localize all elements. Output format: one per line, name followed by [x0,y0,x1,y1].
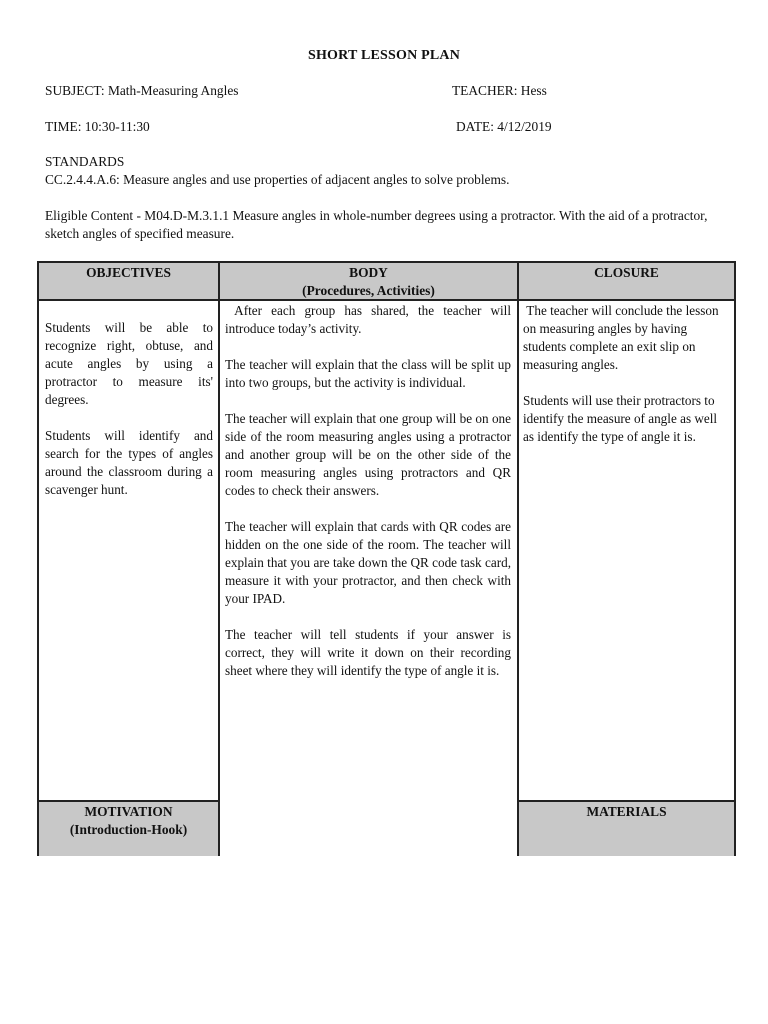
body-paragraph: The teacher will explain that one group will be on one side of the room measuring angles using a protractor and another group will be on the other side of the room measuring angles using protractors and QR codes to check their answers. [225,411,511,498]
motivation-header-sublabel: (Introduction-Hook) [69,822,188,837]
body-header-sublabel: (Procedures, Activities) [302,283,435,298]
time-line: TIME: 10:30-11:30 [45,119,150,134]
closure-cell [523,302,731,464]
motivation-header [39,802,218,856]
objectives-cell [45,319,213,517]
objective-item: Students will be able to recognize right, obtuse, and acute angles by using a protractor to measure its' degrees. [45,320,213,407]
motivation-row-divider [39,800,218,802]
motivation-header-label: MOTIVATION [84,804,173,819]
date-line: DATE: 4/12/2019 [456,119,552,134]
column-divider-right [517,263,519,856]
materials-row-divider [519,800,734,802]
materials-header-label: MATERIALS [586,804,667,819]
body-paragraph: The teacher will tell students if your answer is correct, they will write it down on their recording sheet where they will identify the type of angle it is. [225,627,511,678]
body-paragraph: The teacher will explain that cards with QR codes are hidden on the one side of the room. The teacher will explain that you are take down the QR code task card, measure it with your protractor, and then check with your IPAD. [225,519,511,606]
body-header-label: BODY [349,265,388,280]
body-paragraph: The teacher will explain that the class will be split up into two groups, but the activity is individual. [225,357,511,390]
closure-paragraph: The teacher will conclude the lesson on measuring angles by having students complete an exit slip on measuring angles. [523,303,722,372]
body-cell [225,302,515,698]
closure-header-label: CLOSURE [594,265,659,280]
eligible-content: Eligible Content - M04.D-M.3.1.1 Measure angles in whole-number degrees using a protractor. With the aid of a protractor, sketch angles of specified measure. [45,208,708,241]
closure-paragraph: Students will use their protractors to identify the measure of angle as well as identify the type of angle it is. [523,393,718,444]
objectives-header-label: OBJECTIVES [86,265,171,280]
body-header [220,263,517,299]
closure-header [519,263,734,299]
column-divider-left [218,263,220,856]
materials-header [519,802,734,856]
standards-text: CC.2.4.4.A.6: Measure angles and use properties of adjacent angles to solve problems. [45,172,510,187]
document-title: SHORT LESSON PLAN [307,48,461,63]
objective-item: Students will identify and search for the types of angles around the classroom during a scavenger hunt. [45,428,213,497]
lesson-plan-table [37,261,736,856]
teacher-line: TEACHER: Hess [452,83,547,98]
standards-heading: STANDARDS [45,154,125,169]
objectives-header [39,263,218,299]
header-row-divider [39,299,734,301]
subject-line: SUBJECT: Math-Measuring Angles [45,83,239,98]
body-paragraph: After each group has shared, the teacher will introduce today’s activity. [225,303,515,336]
